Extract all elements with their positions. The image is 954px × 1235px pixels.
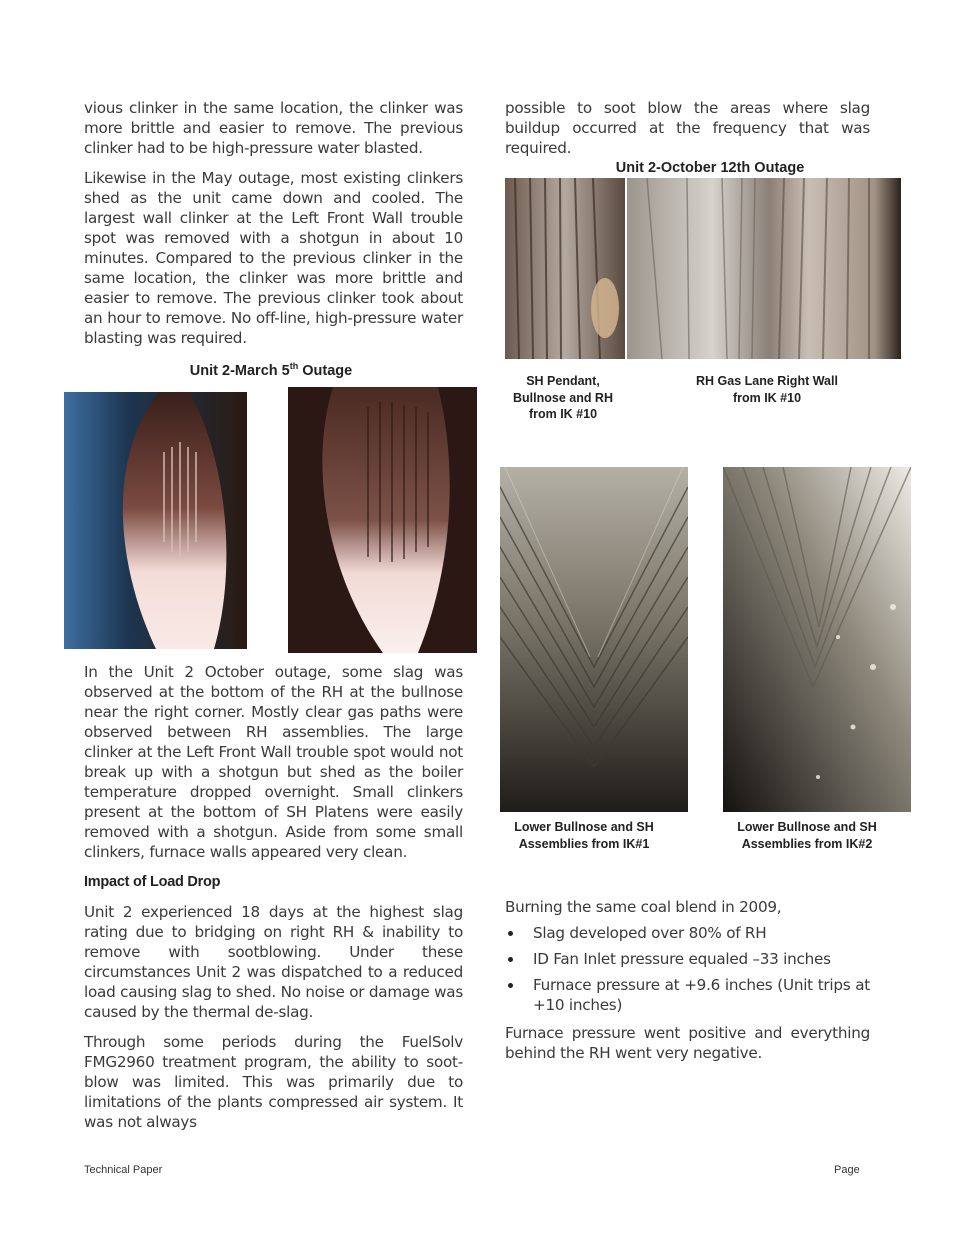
paragraph-clinker-comparison: vious clinker in the same location, the clinker was more brittle and easier to remove. The previous clinker had to be high-pressure water blasted.: [84, 99, 463, 157]
paragraph-october-outage: In the Unit 2 October outage, some slag was observed at the bottom of the RH at the bullnose near the right corner. Mostly clear gas paths were observed between RH assemblies. The large clinker at the Left Front Wall trouble spot would not break up with a shotgun but shed as the boiler temperature dropped overnight. Small clinkers present at the bottom of SH Platens were easily removed with a shotgun. Aside from some small clinkers, furnace walls appeared very clean.: [84, 663, 463, 861]
figure-title-march-outage: Unit 2-March 5th Outage: [189, 361, 353, 379]
list-item: Slag developed over 80% of RH: [505, 923, 870, 943]
caption-sh-pendant: SH Pendant, Bullnose and RH from IK #10: [512, 374, 613, 421]
right-column: [505, 98, 870, 168]
paragraph-may-outage: Likewise in the May outage, most existing clinkers shed as the unit came down and cooled. The largest wall clinker at the Left Front Wall trouble spot was removed with a shotgun in about 10 minutes. Compared to the previous clinker in the same location, the clinker was more brittle and easier to remove. The previous clinker took about an hour to remove. No off-line, high-pressure water blasting was required.: [84, 169, 463, 347]
left-column: [84, 98, 463, 358]
footer-page: Page: [834, 1164, 860, 1176]
paragraph-load-drop: Unit 2 experienced 18 days at the highest slag rating due to bridging on right RH & inability to remove with sootblowing. Under these circumstances Unit 2 was dispatched to a reduced load causing slag to shed. No noise or damage was caused by the thermal de-slag.: [84, 903, 463, 1021]
caption-rh-gas-lane: RH Gas Lane Right Wall from IK #10: [696, 374, 838, 405]
footer-left: Technical Paper: [84, 1164, 163, 1176]
photo-march-outage-2: [288, 387, 477, 653]
caption-lower-bullnose-ik1: Lower Bullnose and SH Assemblies from IK#1: [514, 820, 654, 851]
list-item: Furnace pressure at +9.6 inches (Unit trips at +10 inches): [505, 975, 870, 1015]
paragraph-soot-blow: possible to soot blow the areas where slag buildup occurred at the frequency that was required.: [505, 99, 870, 157]
photo-sh-pendant: [505, 178, 625, 359]
photo-march-outage-1: [64, 392, 247, 649]
photo-rh-gas-lane-1: [627, 178, 769, 359]
bullet-list: [505, 923, 870, 1015]
section-heading-load-drop: Impact of Load Drop: [84, 874, 221, 890]
left-column-lower: [84, 662, 463, 1142]
caption-lower-bullnose-ik2: Lower Bullnose and SH Assemblies from IK#2: [737, 820, 877, 851]
photo-lower-bullnose-ik2: [723, 467, 911, 812]
right-column-lower: [505, 897, 870, 1073]
photo-lower-bullnose-ik1: [500, 467, 688, 812]
paragraph-furnace-pressure: Furnace pressure went positive and everything behind the RH went very negative.: [505, 1024, 870, 1062]
paragraph-coal-blend-intro: Burning the same coal blend in 2009,: [505, 898, 782, 916]
photo-rh-gas-lane-2: [769, 178, 901, 359]
paragraph-fuelsolv: Through some periods during the FuelSolv FMG2960 treatment program, the ability to soot-blow was limited. This was primarily due to limitations of the plants compressed air system. It was not always: [84, 1033, 463, 1131]
list-item: ID Fan Inlet pressure equaled –33 inches: [505, 949, 870, 969]
figure-title-october-outage: Unit 2-October 12th Outage: [615, 160, 805, 176]
